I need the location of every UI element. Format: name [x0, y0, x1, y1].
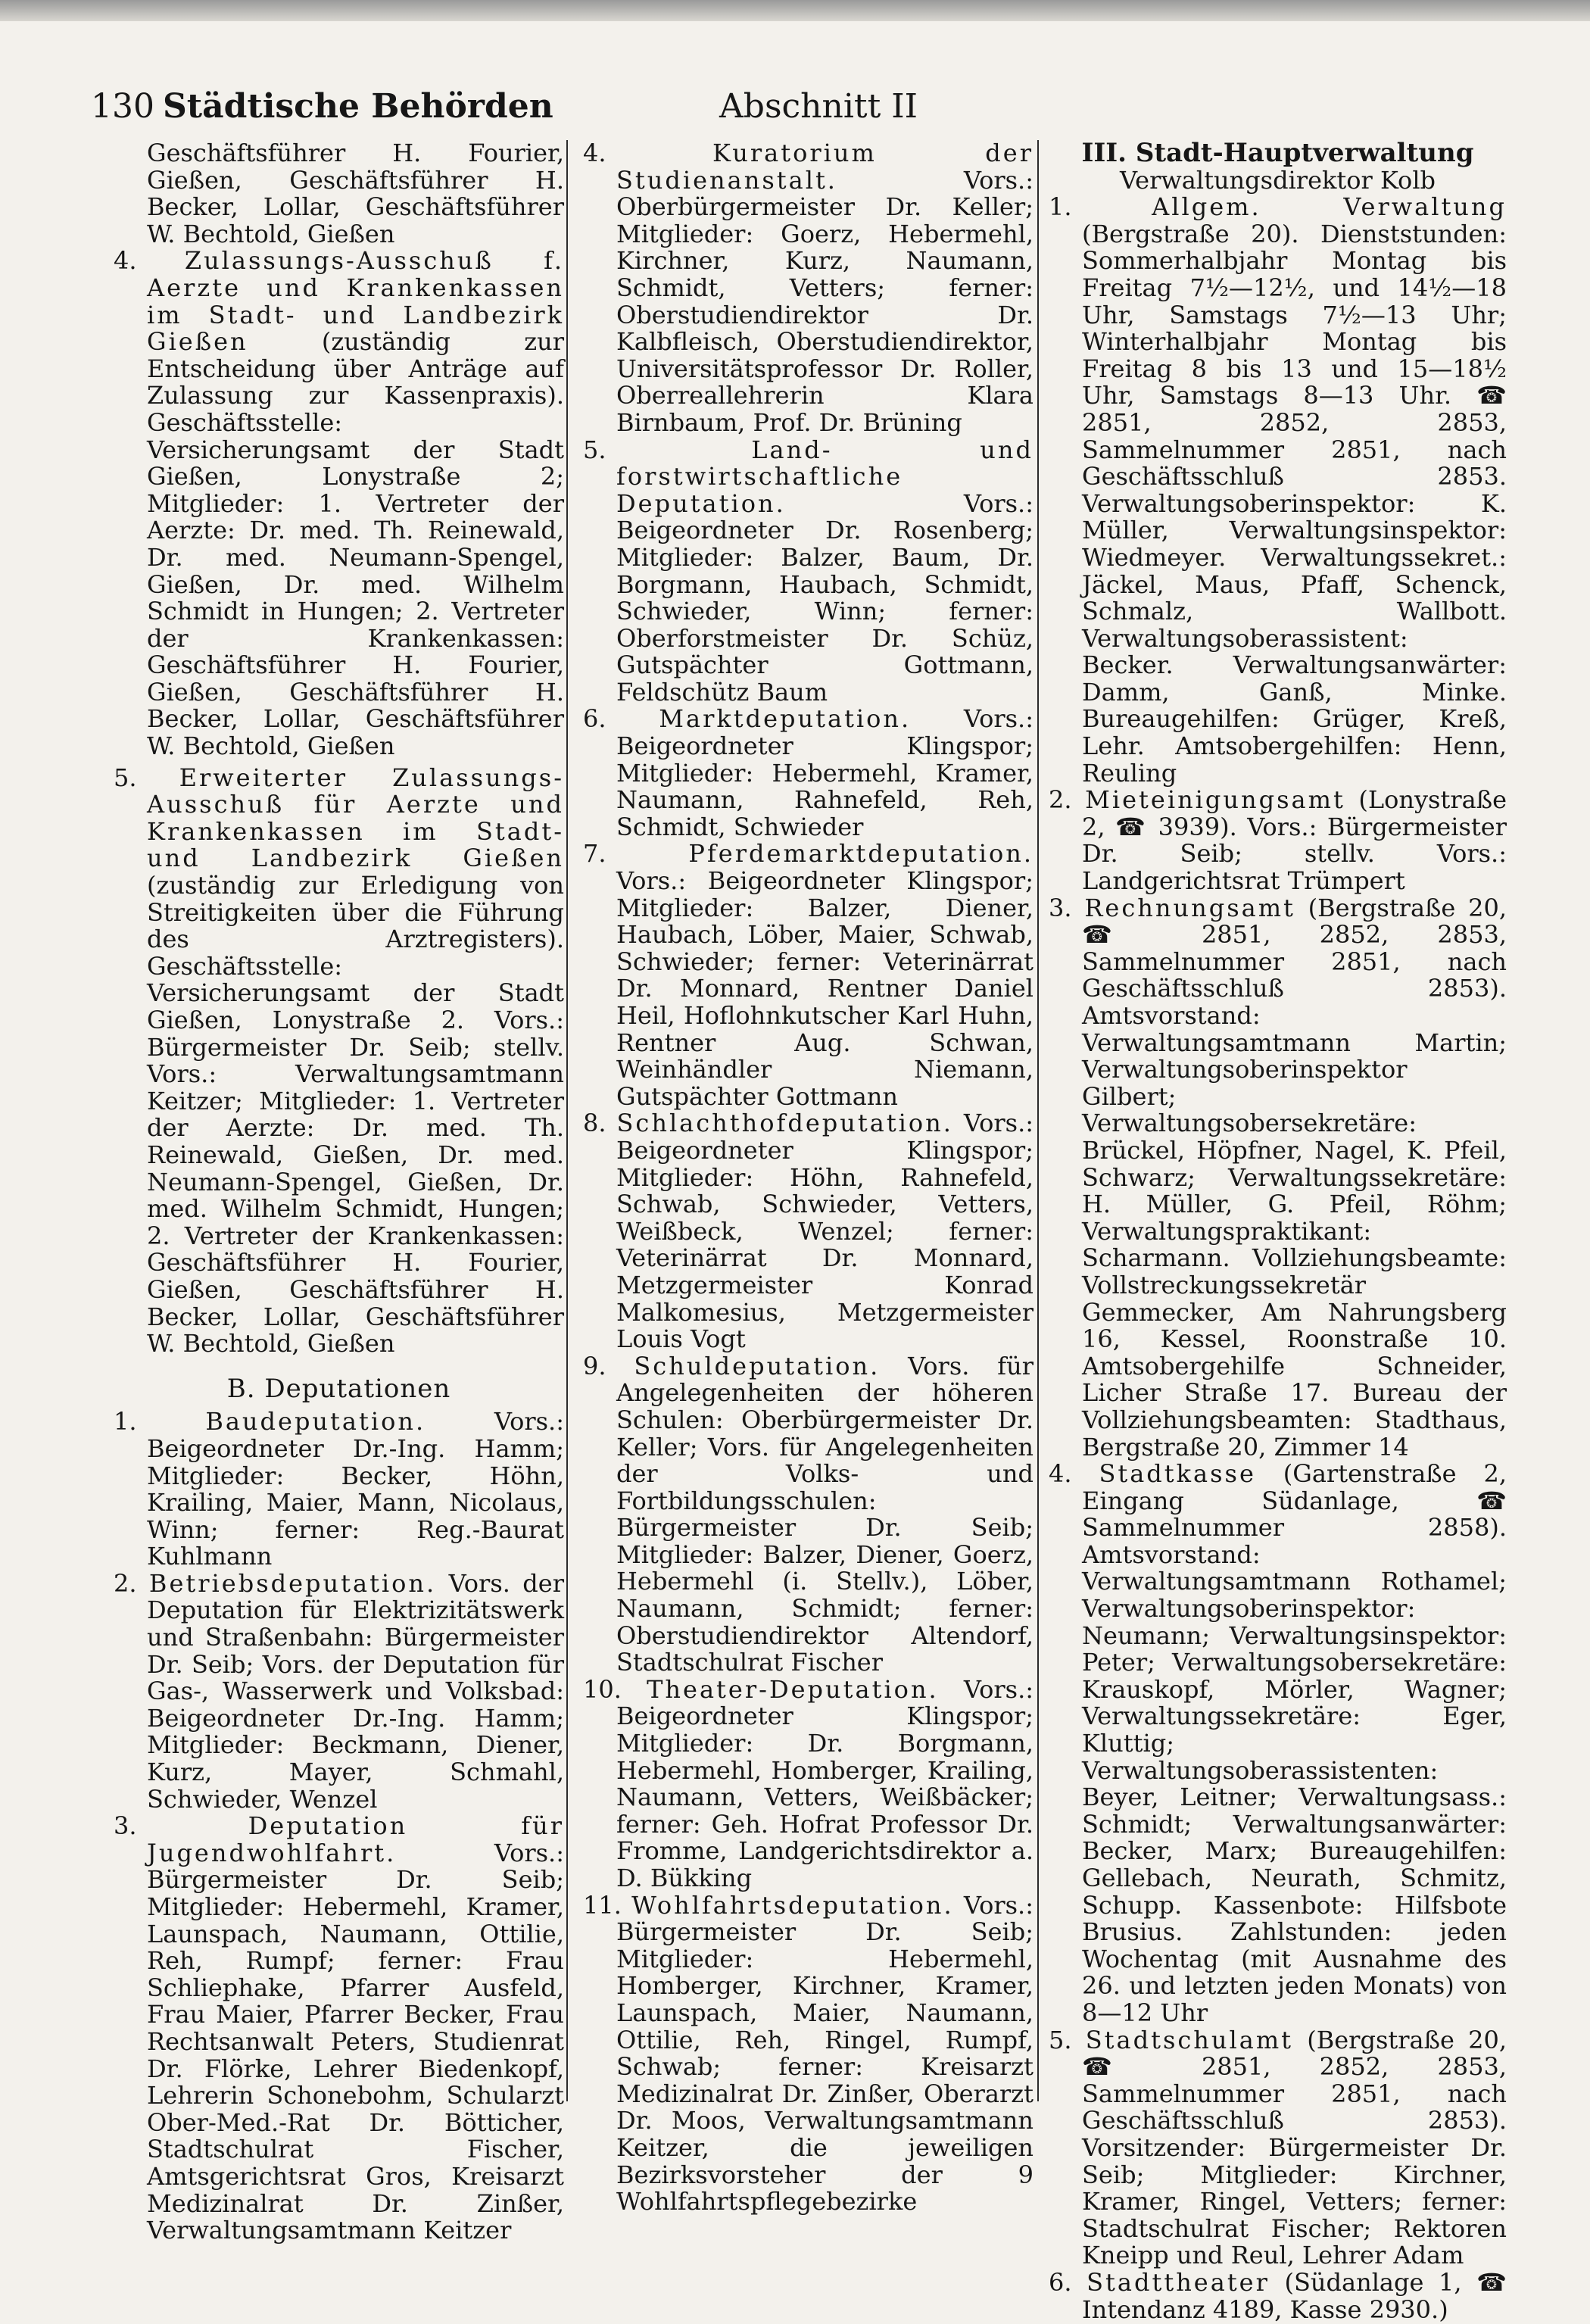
entry-head: Stadtkasse	[1099, 1459, 1256, 1489]
entry-number: 8.	[583, 1109, 606, 1138]
column-rule-2	[1037, 140, 1039, 2101]
entry-number: 3.	[114, 1811, 137, 1841]
telephone-icon: ☎	[1476, 2267, 1507, 2297]
entry-mieteinigungsamt	[1049, 787, 1507, 894]
entry-rechnungsamt	[1049, 895, 1507, 1461]
entry-wohlfahrt	[583, 1892, 1034, 2216]
telephone-icon: ☎	[1115, 812, 1149, 841]
running-title: Städtische Behörden	[163, 87, 553, 126]
section-title: Abschnitt II	[719, 87, 918, 126]
entry-text: (Bergstraße 20,	[1307, 2025, 1507, 2054]
entry-head: Stadttheater	[1086, 2267, 1270, 2297]
entry-number: 2.	[1049, 785, 1072, 815]
entry-text: (zuständig zur Entscheidung über Anträge auf Zulassung zur Kassenpraxis). Geschäftsstelle: Versicherungsamt der Stadt Gießen, Lonystraße 2; Mitglieder: 1. Vertreter der Aerzte: Dr. med. Th. Reinewald, Dr. med. Neumann-Spengel, Gießen, Dr. med. Wilhelm Schmidt in Hungen; 2. Vertreter der Krankenkassen: Geschäftsführer H. Fourier, Gießen, Geschäftsführer H. Becker, Lollar, Geschäftsführer W. Bechtold, Gießen	[147, 327, 565, 761]
entry-text: 2851, 2852, 2853, Sammelnummer 2851, nach Geschäftsschluß 2853). Amtsvorstand: Verwaltungsamtmann Martin; Verwaltungsoberinspektor Gilbert; Verwaltungsobersekretäre: Brückel, Höpfner, Nagel, K. Pfeil, Schwarz; Verwaltungssekretäre: H. Müller, G. Pfeil, Röhm; Verwaltungspraktikant: Scharmann. Vollziehungsbeamte: Vollstreckungssekretär Gemmecker, Am Nahrungsberg 16, Kessel, Roonstraße 10. Amtsobergehilfe Schneider, Licher Straße 17. Bureau der Vollziehungsbeamten: Stadthaus, Bergstraße 20, Zimmer 14	[1082, 920, 1507, 1461]
scan-top-edge	[0, 0, 1590, 21]
entry-text: Vors. der Deputation für Elektrizitätswerk und Straßenbahn: Bürgermeister Dr. Seib; Vors. der Deputation für Gas-, Wasserwerk und Volksbad: Beigeordneter Dr.-Ing. Hamm; Mitglieder: Beckmann, Diener, Kurz, Mayer, Schmahl, Schwieder, Wenzel	[147, 1568, 565, 1814]
entry-erweiterter-ausschuss	[114, 765, 564, 1358]
entry-text: Vors.: Bürgermeister Dr. Seib; Mitglieder: Hebermehl, Kramer, Launspach, Naumann, Ottilie, Reh, Rumpf; ferner: Frau Schliephake, Pfarrer Ausfeld, Frau Maier, Pfarrer Becker, Frau Rechtsanwalt Peters, Studienrat Dr. Flörke, Lehrer Biedenkopf, Lehrerin Schonebohm, Schularzt Ober-Med.-Rat Dr. Bötticher, Stadtschulrat Fischer, Amtsgerichtsrat Gros, Kreisarzt Medizinalrat Dr. Zinßer, Verwaltungsamtmann Keitzer	[147, 1838, 564, 2245]
entry-head: Stadtschulamt	[1085, 2025, 1294, 2054]
entry-number: 1.	[1049, 192, 1072, 222]
column-2	[583, 140, 1034, 2216]
director-line: Verwaltungsdirektor Kolb	[1119, 165, 1436, 195]
telephone-icon: ☎	[1476, 1486, 1507, 1515]
entry-number: 1.	[114, 1407, 137, 1437]
entry-head: Deputation für Jugendwohlfahrt.	[147, 1811, 564, 1867]
heading-hauptverwaltung: III. Stadt-Hauptverwaltung	[1081, 138, 1474, 168]
entry-pferdemarkt	[583, 841, 1034, 1110]
entry-head: Theater-Deputation.	[647, 1674, 939, 1704]
entry-number: 6.	[1049, 2267, 1072, 2297]
entry-head: Marktdeputation.	[659, 704, 912, 734]
entry-number: 5.	[1049, 2025, 1072, 2054]
entry-baudeputation	[114, 1408, 564, 1571]
entry-text: Vors.: Beigeordneter Klingspor; Mitglieder: Hebermehl, Kramer, Naumann, Rahnefeld, Reh, Schmidt, Schwieder	[616, 704, 1034, 841]
entry-zulassungs-ausschuss	[114, 248, 564, 760]
entry-text: (Südanlage 1,	[1284, 2267, 1462, 2297]
entry-number: 5.	[114, 763, 137, 792]
column-rule-1	[566, 140, 568, 2101]
entry-head: Pferdemarktdeputation.	[688, 839, 1034, 869]
entry-head: Zulassungs-Ausschuß f. Aerzte und Krankenkassen im Stadt- und Landbezirk Gießen	[147, 246, 565, 357]
heading-deputationen: B. Deputationen	[226, 1373, 451, 1404]
entry-number: 6.	[583, 704, 606, 734]
entry-text: Vors.: Oberbürgermeister Dr. Keller; Mitglieder: Goerz, Hebermehl, Kirchner, Kurz, Naumann, Schmidt, Vetters; ferner: Oberstudiendirektor Dr. Kalbfleisch, Oberstudiendirektor, Universitätsprofessor Dr. Roller, Oberreallehrerin Klara Birnbaum, Prof. Dr. Brüning	[616, 165, 1034, 437]
entry-number: 9.	[583, 1351, 606, 1380]
entry-text: 2851, 2852, 2853, Sammelnummer 2851, nach Geschäftsschluß 2853). Vorsitzender: Bürgermeister Dr. Seib; Mitglieder: Kirchner, Kramer, Ringel, Vetters; ferner: Stadtschulrat Fischer; Rektoren Kneipp und Reul, Lehrer Adam	[1082, 2052, 1507, 2270]
entry-stadtkasse	[1049, 1461, 1507, 2026]
entry-text: Vors.: Beigeordneter Klingspor; Mitglieder: Höhn, Rahnefeld, Schwab, Schwieder, Vetters, Weißbeck, Wenzel; ferner: Veterinärrat Dr. Monnard, Metzgermeister Konrad Malkomesius, Metzgermeister Louis Vogt	[616, 1109, 1034, 1354]
telephone-icon: ☎	[1082, 2052, 1153, 2082]
page-header	[91, 87, 1484, 140]
entry-head: Kuratorium der Studienanstalt.	[616, 139, 1034, 195]
entry-text: (Gartenstraße 2, Eingang Südanlage,	[1082, 1459, 1507, 1515]
entry-theater	[583, 1674, 1034, 1892]
entry-head: Schlachthofdeputation.	[616, 1109, 953, 1138]
entry-text: (zuständig zur Erledigung von Streitigkeiten über die Führung des Arztregisters). Geschäftsstelle: Versicherungsamt der Stadt Gießen, Lonystraße 2. Vors.: Bürgermeister Dr. Seib; stellv. Vors.: Verwaltungsamtmann Keitzer; Mitglieder: 1. Vertreter der Aerzte: Dr. med. Th. Reinewald, Gießen, Dr. med. Neumann-Spengel, Gießen, Dr. med. Wilhelm Schmidt, Hungen; 2. Vertreter der Krankenkassen: Geschäftsführer H. Fourier, Gießen, Geschäftsführer H. Becker, Lollar, Geschäftsführer W. Bechtold, Gießen	[147, 871, 564, 1359]
entry-text: Intendanz 4189, Kasse 2930.)	[1082, 2294, 1448, 2324]
entry-text: Vors. für Angelegenheiten der höheren Schulen: Oberbürgermeister Dr. Keller; Vors. für Angelegenheiten der Volks- und Fortbildungsschulen: Bürgermeister Dr. Seib; Mitglieder: Balzer, Diener, Goerz, Hebermehl (i. Stellv.), Löber, Naumann, Schmidt; ferner: Oberstudiendirektor Altendorf, Stadtschulrat Fischer	[616, 1351, 1034, 1677]
column-1	[114, 140, 564, 2244]
entry-text: 2851, 2852, 2853, Sammelnummer 2851, nach Geschäftsschluß 2853. Verwaltungsoberinspektor: K. Müller, Verwaltungsinspektor: Wiedmeyer. Verwaltungssekret.: Jäckel, Maus, Pfaff, Schenck, Schmalz, Wallbott. Verwaltungsoberassistent: Becker. Verwaltungsanwärter: Damm, Ganß, Minke. Bureaugehilfen: Grüger, Kreß, Lehr. Amtsobergehilfen: Henn, Reuling	[1082, 407, 1507, 788]
entry-head: Erweiterter Zulassungs-Ausschuß für Aerzte und Krankenkassen im Stadt- und Landbezirk Gießen	[147, 763, 564, 873]
column-3	[1049, 140, 1507, 2323]
entry-text: Vors.: Beigeordneter Klingspor; Mitglieder: Balzer, Diener, Haubach, Löber, Maier, Schwab, Schwieder; ferner: Veterinärrat Dr. Monnard, Rentner Daniel Heil, Hoflohnkutscher Karl Huhn, Rentner Aug. Schwan, Weinhändler Niemann, Gutspächter Gottmann	[616, 866, 1034, 1111]
entry-text: 3939). Vors.: Bürgermeister Dr. Seib; stellv. Vors.: Landgerichtsrat Trümpert	[1082, 812, 1507, 896]
entry-jugendwohlfahrt	[114, 1813, 564, 2244]
entry-number: 4.	[583, 139, 606, 167]
telephone-icon: ☎	[1082, 920, 1153, 950]
entry-number: 4.	[114, 246, 137, 276]
entry-number: 3.	[1049, 893, 1072, 922]
entry-number: 7.	[583, 839, 606, 869]
entry-number: 11.	[583, 1890, 622, 1920]
entry-text: (Bergstraße 20,	[1308, 893, 1507, 922]
entry-number: 5.	[583, 435, 606, 464]
entry-head: Betriebsdeputation.	[148, 1568, 437, 1598]
continued-text: Geschäftsführer H. Fourier, Gießen, Geschäftsführer H. Becker, Lollar, Geschäftsführer W. Bechtold, Gießen	[147, 139, 564, 248]
entry-betriebsdeputation	[114, 1568, 565, 1814]
entry-land-forst	[583, 437, 1034, 707]
entry-schuldeputation	[583, 1353, 1034, 1677]
entry-head: Wohlfahrtsdeputation.	[631, 1890, 954, 1920]
entry-allgem-verwaltung	[1049, 194, 1507, 787]
entry-text: Vors.: Bürgermeister Dr. Seib; Mitglieder: Hebermehl, Homberger, Kirchner, Kramer, Launspach, Maier, Naumann, Ottilie, Reh, Ringel, Rumpf, Schwab; ferner: Kreisarzt Medizinalrat Dr. Zinßer, Oberarzt Dr. Moos, Verwaltungsamtmann Keitzer, die jeweiligen Bezirksvorsteher der 9 Wohlfahrtspflegebezirke	[616, 1890, 1034, 2216]
entry-text: (Bergstraße 20). Dienststunden: Sommerhalbjahr Montag bis Freitag 7½—12½, und 14½—18 Uhr, Samstags 7½—13 Uhr; Winterhalbjahr Montag bis Freitag 8 bis 13 und 15—18½ Uhr, Samstags 8—13 Uhr.	[1082, 219, 1507, 410]
entry-head: Schuldeputation.	[634, 1351, 881, 1380]
entry-text: Sammelnummer 2858). Amtsvorstand: Verwaltungsamtmann Rothamel; Verwaltungsoberinspektor: Neumann; Verwaltungsinspektor: Peter; Verwaltungsobersekretäre: Krauskopf, Mörler, Wagner; Verwaltungssekretäre: Eger, Kluttig; Verwaltungsoberassistenten: Beyer, Leitner; Verwaltungsass.: Schmidt; Verwaltungsanwärter: Becker, Marx; Bureaugehilfen: Gellebach, Neurath, Schmitz, Schupp. Kassenbote: Hilfsbote Brusius. Zahlstunden: jeden Wochentag (mit Ausnahme des 26. und letzten jeden Monats) von 8—12 Uhr	[1082, 1513, 1507, 2027]
entry-text: Vors.: Beigeordneter Dr.-Ing. Hamm; Mitglieder: Becker, Höhn, Krailing, Maier, Mann, Nicolaus, Winn; ferner: Reg.-Baurat Kuhlmann	[147, 1407, 564, 1571]
entry-schlachthof	[583, 1110, 1034, 1352]
entry-kuratorium	[583, 140, 1034, 437]
entry-text: (Lonystraße 2,	[1082, 785, 1507, 841]
entry-head: Rechnungsamt	[1084, 893, 1295, 922]
entry-number: 4.	[1049, 1459, 1072, 1489]
telephone-icon: ☎	[1476, 381, 1507, 410]
entry-head: Allgem. Verwaltung	[1152, 192, 1507, 222]
entry-head: Baudeputation.	[205, 1407, 426, 1437]
entry-head: Mieteinigungsamt	[1085, 785, 1345, 815]
page-number: 130	[91, 87, 154, 126]
entry-text: Vors.: Beigeordneter Dr. Rosenberg; Mitglieder: Balzer, Baum, Dr. Borgmann, Haubach, Schmidt, Schwieder, Winn; ferner: Oberforstmeister Dr. Schüz, Gutspächter Gottmann, Feldschütz Baum	[616, 488, 1034, 707]
entry-stadttheater	[1049, 2269, 1507, 2323]
entry-number: 2.	[114, 1568, 137, 1598]
entry-head: Land- und forstwirtschaftliche Deputation.	[616, 435, 1034, 518]
entry-text: Vors.: Beigeordneter Klingspor; Mitglieder: Dr. Borgmann, Hebermehl, Homberger, Krailing, Naumann, Vetters, Weißbäcker; ferner: Geh. Hofrat Professor Dr. Fromme, Landgerichtsdirektor a. D. Bükking	[616, 1674, 1034, 1892]
entry-number: 10.	[583, 1674, 622, 1704]
entry-stadtschulamt	[1049, 2027, 1507, 2269]
entry-marktdeputation	[583, 706, 1034, 841]
